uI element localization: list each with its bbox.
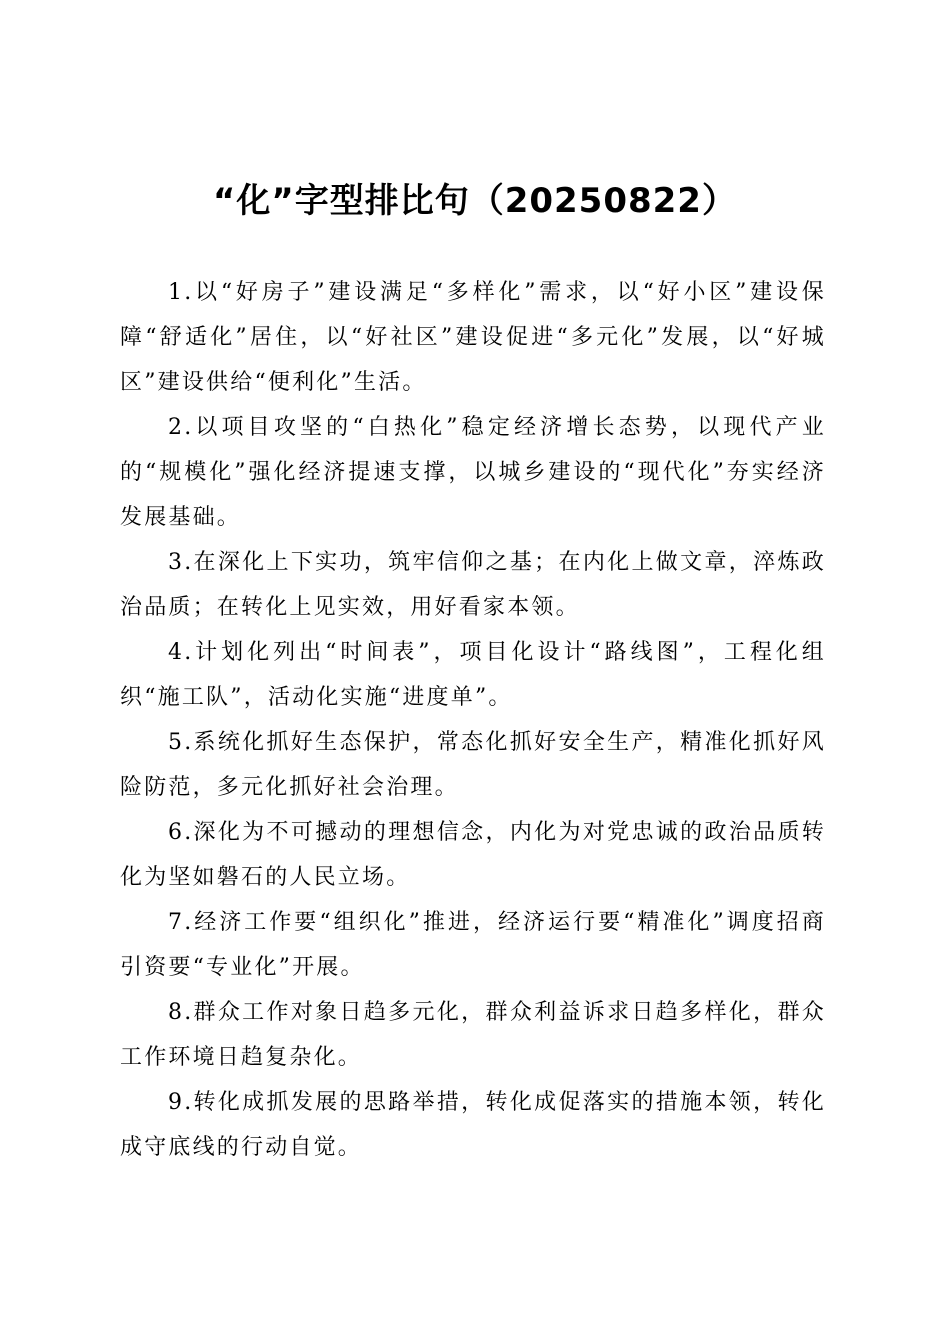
paragraph-6: 6.深化为不可撼动的理想信念，内化为对党忠诚的政治品质转化为坚如磐石的人民立场。	[120, 820, 826, 890]
paragraph-7: 7.经济工作要“组织化”推进，经济运行要“精准化”调度招商引资要“专业化”开展。	[120, 910, 826, 980]
paragraph-1: 1.以“好房子”建设满足“多样化”需求，以“好小区”建设保障“舒适化”居住，以“好社区”建设促进“多元化”发展，以“好城区”建设供给“便利化”生活。	[120, 280, 826, 395]
paragraph-3: 3.在深化上下实功，筑牢信仰之基；在内化上做文章，淬炼政治品质；在转化上见实效，用好看家本领。	[120, 550, 826, 620]
paragraph-8: 8.群众工作对象日趋多元化，群众利益诉求日趋多样化，群众工作环境日趋复杂化。	[120, 1000, 826, 1070]
paragraph-2: 2.以项目攻坚的“白热化”稳定经济增长态势，以现代产业的“规模化”强化经济提速支撑，以城乡建设的“现代化”夯实经济发展基础。	[120, 415, 826, 530]
document-body	[120, 270, 826, 1170]
paragraph-4: 4.计划化列出“时间表”，项目化设计“路线图”，工程化组织“施工队”，活动化实施“进度单”。	[120, 640, 826, 710]
document-title: “化”字型排比句（20250822）	[213, 181, 737, 221]
paragraph-5: 5.系统化抓好生态保护，常态化抓好安全生产，精准化抓好风险防范，多元化抓好社会治理。	[120, 730, 826, 800]
paragraph-9: 9.转化成抓发展的思路举措，转化成促落实的措施本领，转化成守底线的行动自觉。	[120, 1090, 826, 1160]
